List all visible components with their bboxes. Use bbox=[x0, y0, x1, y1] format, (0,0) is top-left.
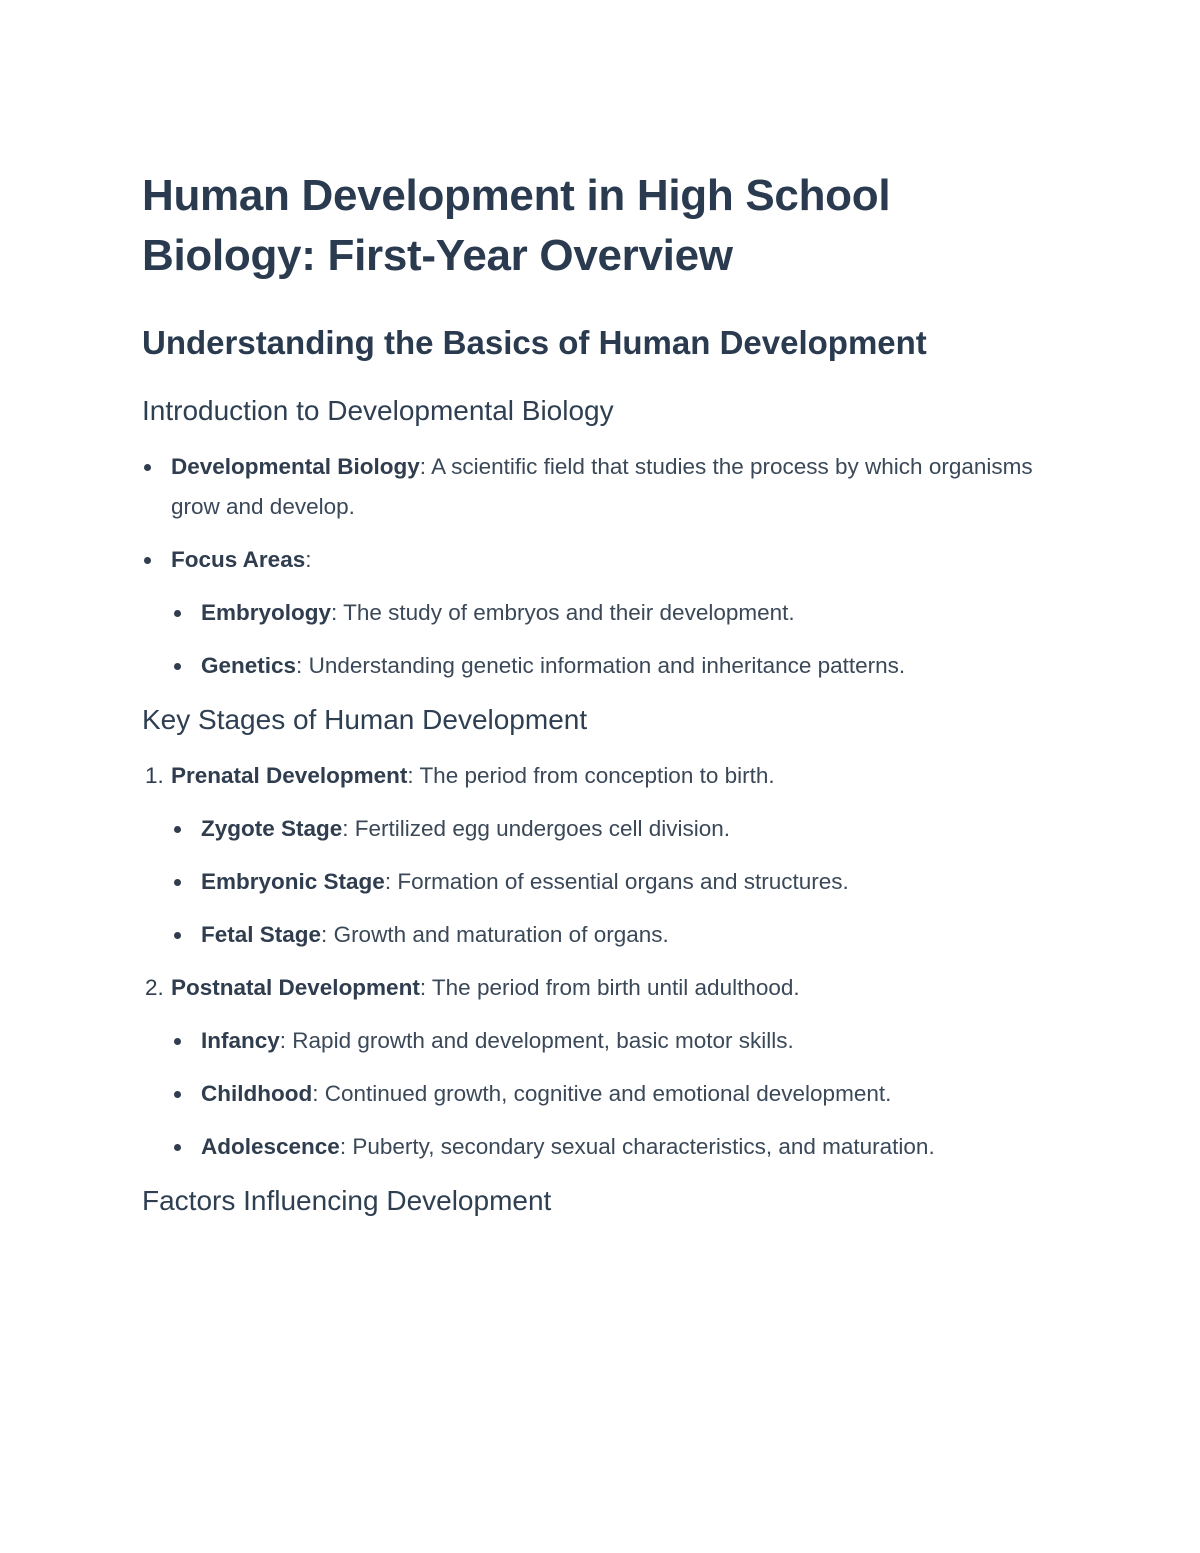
bullet-icon bbox=[174, 610, 181, 617]
definition: The study of embryos and their development. bbox=[337, 600, 795, 625]
term: Embryology bbox=[201, 600, 332, 625]
term: Postnatal Development bbox=[171, 975, 420, 1000]
term-separator: : bbox=[312, 1081, 319, 1106]
bullet-icon bbox=[174, 663, 181, 670]
term-separator: : bbox=[331, 600, 338, 625]
list-item-prenatal-development bbox=[142, 756, 1062, 796]
definition: The period from conception to birth. bbox=[413, 763, 775, 788]
list-item-embryology bbox=[142, 593, 1062, 633]
term: Zygote Stage bbox=[201, 816, 343, 841]
term: Prenatal Development bbox=[171, 763, 408, 788]
list-item-childhood bbox=[142, 1074, 1062, 1114]
intro-heading: Introduction to Developmental Biology bbox=[142, 395, 614, 426]
stages-heading: Key Stages of Human Development bbox=[142, 704, 588, 735]
bullet-icon bbox=[144, 464, 151, 471]
definition: Rapid growth and development, basic motor skills. bbox=[286, 1028, 794, 1053]
list-item-adolescence bbox=[142, 1127, 1062, 1167]
term-separator: : bbox=[384, 869, 392, 894]
term-separator: : bbox=[419, 454, 427, 479]
document-page bbox=[142, 166, 1062, 1221]
term-separator: : bbox=[296, 653, 303, 678]
term-separator: : bbox=[305, 547, 312, 572]
section-heading: Understanding the Basics of Human Development bbox=[142, 324, 927, 361]
term: Fetal Stage bbox=[201, 922, 322, 947]
bullet-icon bbox=[174, 1038, 181, 1045]
term: Genetics bbox=[201, 653, 297, 678]
list-item-developmental-biology bbox=[142, 447, 1062, 527]
bullet-icon bbox=[144, 557, 151, 564]
term: Childhood bbox=[201, 1081, 313, 1106]
definition: The period from birth until adulthood. bbox=[426, 975, 800, 1000]
term-separator: : bbox=[419, 975, 427, 1000]
bullet-icon bbox=[174, 1144, 181, 1151]
term-separator: : bbox=[342, 816, 349, 841]
intro-list bbox=[142, 447, 1062, 686]
list-item-fetal-stage bbox=[142, 915, 1062, 955]
bullet-icon bbox=[174, 879, 181, 886]
term: Embryonic Stage bbox=[201, 869, 385, 894]
term-separator: : bbox=[321, 922, 328, 947]
list-number: 2. bbox=[145, 975, 164, 1000]
definition: A scientific field that studies the process by which organisms grow and develop. bbox=[171, 454, 1033, 519]
definition: Growth and maturation of organs. bbox=[327, 922, 669, 947]
bullet-icon bbox=[174, 1091, 181, 1098]
list-number: 1. bbox=[145, 763, 164, 788]
term-separator: : bbox=[279, 1028, 287, 1053]
definition: Continued growth, cognitive and emotional development. bbox=[318, 1081, 892, 1106]
list-item-focus-areas bbox=[142, 540, 1062, 580]
factors-heading: Factors Influencing Development bbox=[142, 1185, 552, 1216]
definition: Formation of essential organs and structures. bbox=[391, 869, 849, 894]
list-item-infancy bbox=[142, 1021, 1062, 1061]
term-separator: : bbox=[339, 1134, 347, 1159]
document-title: Human Development in High School Biology: First-Year Overview bbox=[142, 171, 891, 280]
definition: Fertilized egg undergoes cell division. bbox=[348, 816, 731, 841]
list-item-embryonic-stage bbox=[142, 862, 1062, 902]
term: Developmental Biology bbox=[171, 454, 420, 479]
term: Infancy bbox=[201, 1028, 280, 1053]
term: Adolescence bbox=[201, 1134, 340, 1159]
list-item-genetics bbox=[142, 646, 1062, 686]
stages-list bbox=[142, 756, 1062, 1167]
list-item-postnatal-development bbox=[142, 968, 1062, 1008]
list-item-zygote-stage bbox=[142, 809, 1062, 849]
definition: Puberty, secondary sexual characteristics, and maturation. bbox=[346, 1134, 935, 1159]
term-separator: : bbox=[407, 763, 414, 788]
definition: Understanding genetic information and inheritance patterns. bbox=[302, 653, 906, 678]
bullet-icon bbox=[174, 932, 181, 939]
term: Focus Areas bbox=[171, 547, 306, 572]
bullet-icon bbox=[174, 826, 181, 833]
